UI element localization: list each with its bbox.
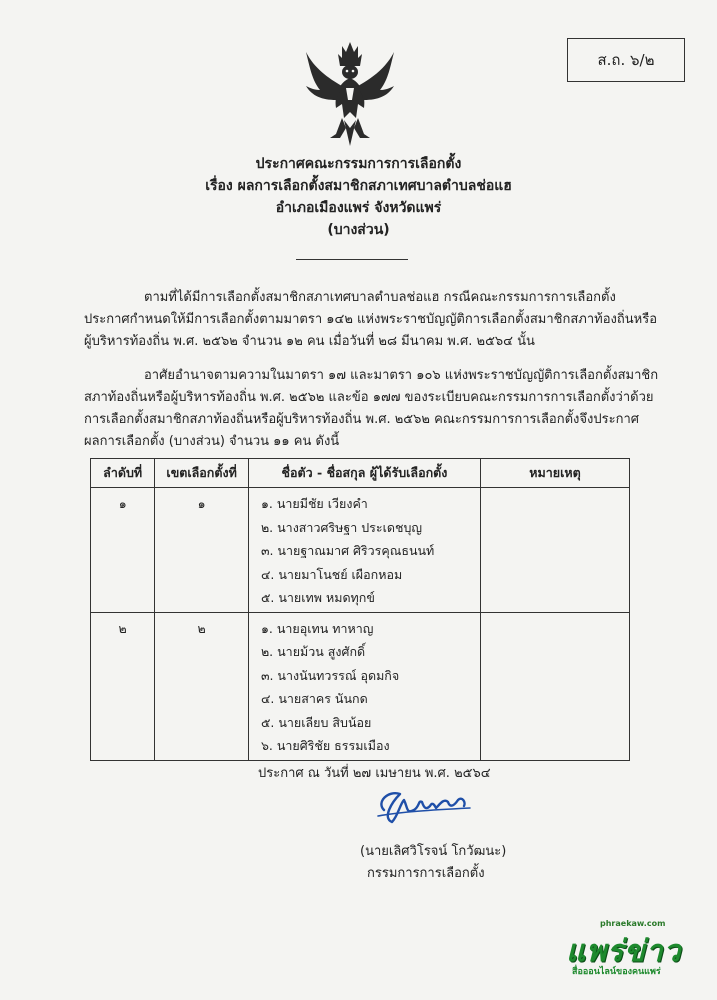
form-code: ส.ถ. ๖/๒ <box>597 51 655 69</box>
watermark-brand: แพร่ข่าว <box>566 934 682 969</box>
elected-name: ๒. นางสาวศริษฐา ประเดชบุญ <box>260 519 423 535</box>
elected-name: ๓. นายฐาณมาศ ศิริวรคุณธนนท์ <box>260 543 435 558</box>
elected-name: ๑. นายอุเทน ทาหาญ <box>260 620 374 636</box>
paragraph-line: ประกาศกำหนดให้มีการเลือกตั้งตามมาตรา ๑๔๒ แห่งพระราชบัญญัติการเลือกตั้งสมาชิกสภาท้องถิ่นหรือ <box>84 312 658 327</box>
elected-name: ๔. นายสาคร นันกด <box>260 691 368 706</box>
subject-line: เรื่อง ผลการเลือกตั้งสมาชิกสภาเทศบาลตำบลช่อแฮ <box>205 178 512 194</box>
heading-divider <box>296 259 408 260</box>
paragraph-background <box>84 287 658 353</box>
elected-name: ๕. นายเทพ หมดทุกข์ <box>260 590 375 605</box>
row-zone: ๒ <box>155 612 249 760</box>
results-table <box>90 458 630 761</box>
elected-name: ๔. นายมาโนชย์ เผือกหอม <box>260 566 403 582</box>
elected-name: ๖. นายศิริชัย ธรรมเมือง <box>260 738 390 753</box>
partial-note: (บางส่วน) <box>327 222 390 238</box>
row-remark <box>480 488 629 613</box>
location-line: อำเภอเมืองแพร่ จังหวัดแพร่ <box>275 200 442 216</box>
announcement-heading: ประกาศคณะกรรมการการเลือกตั้ง <box>255 156 462 172</box>
table-row <box>91 612 630 760</box>
row-remark <box>480 612 629 760</box>
paragraph-line: อาศัยอำนาจตามความในมาตรา ๑๗ และมาตรา ๑๐๖ แห่งพระราชบัญญัติการเลือกตั้งสมาชิก <box>144 368 659 383</box>
paragraph-line: การเลือกตั้งสมาชิกสภาท้องถิ่นหรือผู้บริหารท้องถิ่น พ.ศ. ๒๕๖๒ คณะกรรมการการเลือกตั้งจึงประกาศ <box>84 412 640 427</box>
signature-image <box>370 780 490 830</box>
table-header-row <box>91 459 630 488</box>
row-order: ๑ <box>91 488 155 613</box>
table-row <box>91 488 630 613</box>
elected-name: ๓. นางนันทวรรณ์ อุดมกิจ <box>260 667 400 683</box>
paragraph-authority <box>84 365 659 453</box>
watermark-url: phraekaw.com <box>600 919 666 928</box>
row-order: ๒ <box>91 612 155 760</box>
elected-name: ๑. นายมีชัย เวียงคำ <box>260 496 368 511</box>
header-zone: เขตเลือกตั้งที่ <box>155 459 249 488</box>
garuda-emblem-icon <box>300 38 400 150</box>
paragraph-line: สภาท้องถิ่นหรือผู้บริหารท้องถิ่น พ.ศ. ๒๕๖๒ และข้อ ๑๗๗ ของระเบียบคณะกรรมการการเลือกตั้งว่าด้วย <box>84 390 654 405</box>
elected-name: ๒. นายม้วน สูงศักดิ์ <box>260 644 366 659</box>
form-code-box <box>567 38 685 82</box>
signer-title: กรรมการการเลือกตั้ง <box>367 866 485 881</box>
paragraph-line: ตามที่ได้มีการเลือกตั้งสมาชิกสภาเทศบาลตำบลช่อแฮ กรณีคณะกรรมการการเลือกตั้ง <box>144 290 616 305</box>
header-name: ชื่อตัว - ชื่อสกุล ผู้ได้รับเลือกตั้ง <box>248 459 480 488</box>
row-names <box>248 612 480 760</box>
signer-name: (นายเลิศวิโรจน์ โกวัฒนะ) <box>360 844 507 859</box>
header-order: ลำดับที่ <box>91 459 155 488</box>
paragraph-line: ผู้บริหารท้องถิ่น พ.ศ. ๒๕๖๒ จำนวน ๑๒ คน เมื่อวันที่ ๒๘ มีนาคม พ.ศ. ๒๕๖๔ นั้น <box>84 334 535 349</box>
header-remark: หมายเหตุ <box>480 459 629 488</box>
elected-name: ๕. นายเลียบ สิบน้อย <box>260 714 372 730</box>
watermark-tagline: สื่อออนไลน์ของคนแพร่ <box>572 967 661 977</box>
announcement-date: ประกาศ ณ วันที่ ๒๗ เมษายน พ.ศ. ๒๕๖๔ <box>258 766 491 781</box>
row-zone: ๑ <box>155 488 249 613</box>
paragraph-line: ผลการเลือกตั้ง (บางส่วน) จำนวน ๑๑ คน ดังนี้ <box>84 434 340 449</box>
row-names <box>248 488 480 613</box>
